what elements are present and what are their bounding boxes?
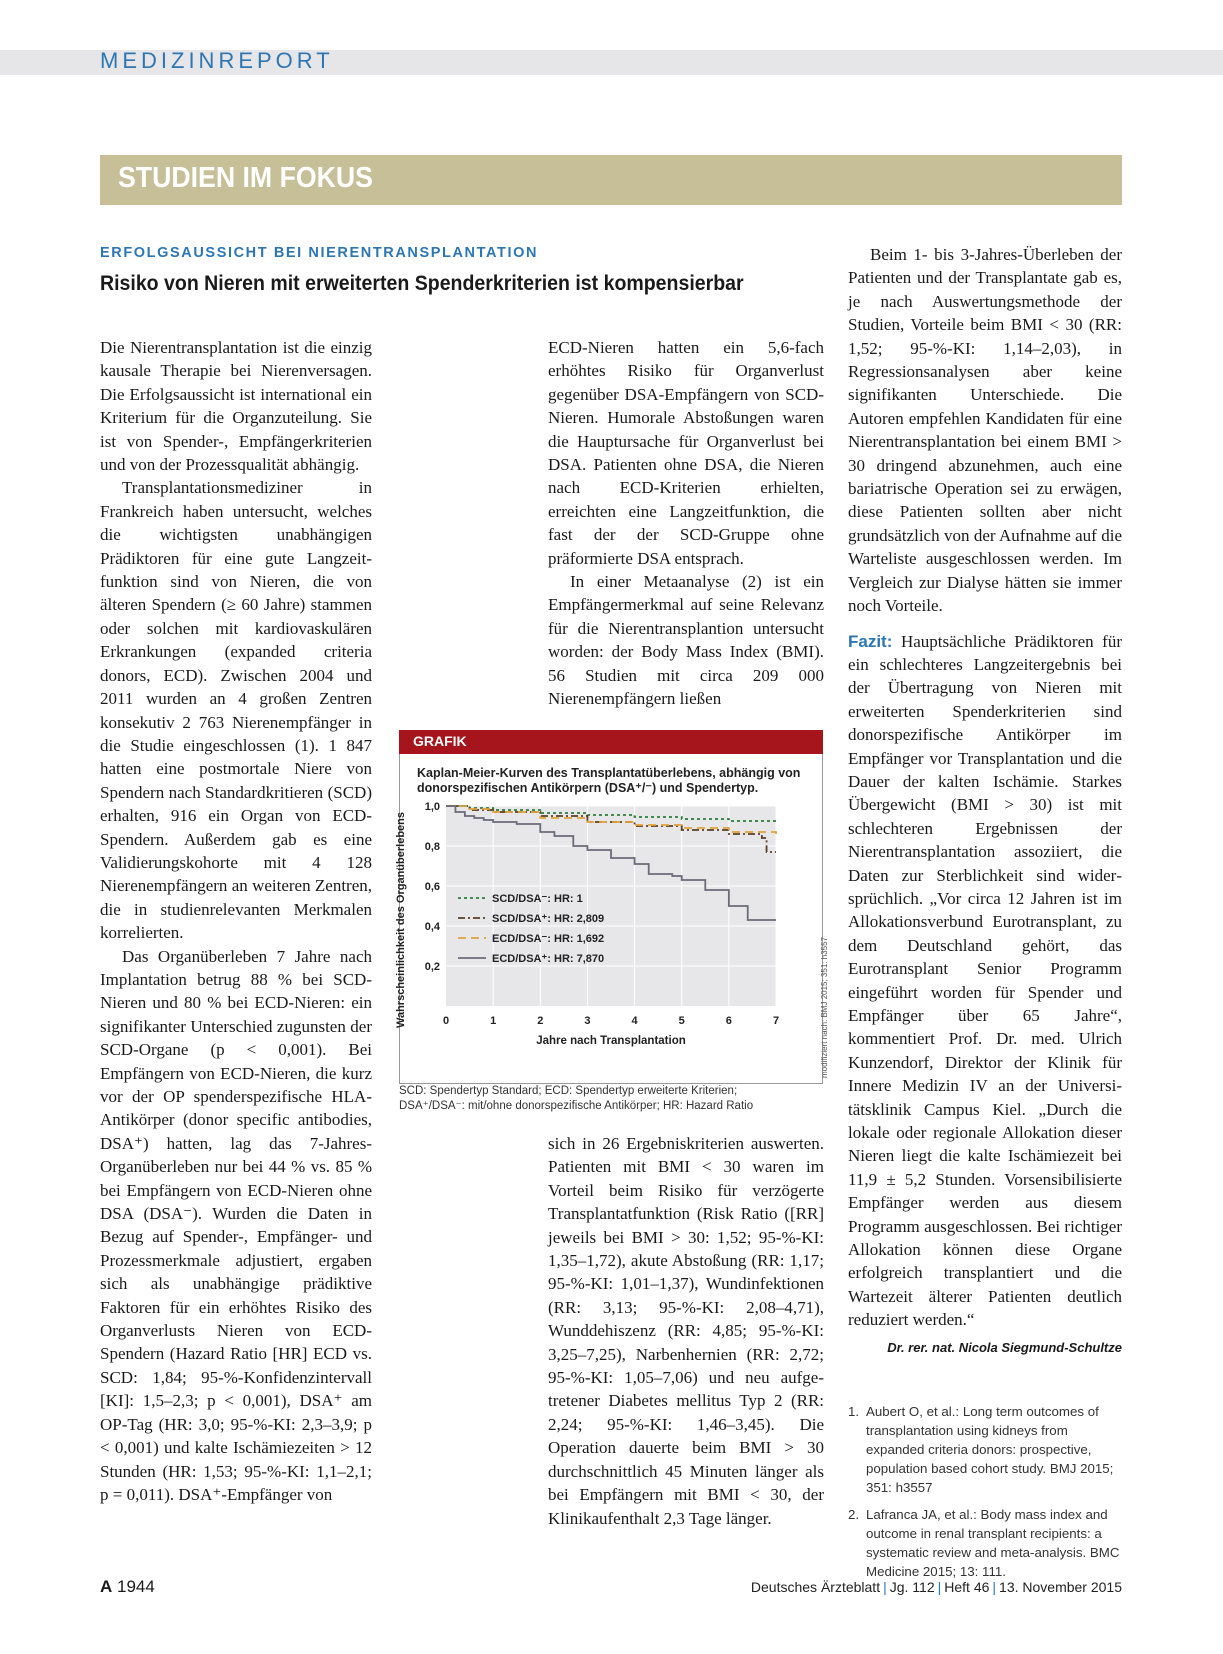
x-tick-label: 6 xyxy=(725,1015,732,1027)
journal-volume: Jg. 112 xyxy=(889,1579,935,1595)
reference-item xyxy=(848,1505,1128,1581)
legend-label-4: ECD/DSA⁺: HR: 7,870 xyxy=(492,953,605,965)
legend-label-2: SCD/DSA⁺: HR: 2,809 xyxy=(492,913,605,925)
references xyxy=(848,1402,1128,1589)
reference-number: 1. xyxy=(848,1404,860,1419)
figure-credit: modifiziert nach: BMJ 2015; 351: h3557 xyxy=(820,937,829,1078)
column-2-bottom xyxy=(548,1132,824,1530)
y-tick-label: 0,8 xyxy=(424,841,440,853)
kaplan-meier-chart xyxy=(395,792,823,1082)
y-axis-label: Wahrscheinlichkeit des Organüberlebens xyxy=(395,812,407,1028)
legend-label-3: ECD/DSA⁻: HR: 1,692 xyxy=(492,933,605,945)
figure-title: Kaplan-Meier-Kurven des Transplantatüberlebens, abhängig von donorspezifischen Antikörpern (DSA⁺/⁻) und Spendertyp. xyxy=(417,766,801,795)
x-tick-label: 2 xyxy=(537,1015,544,1027)
author: Dr. rer. nat. Nicola Siegmund-Schultze xyxy=(887,1339,1122,1355)
figure xyxy=(395,730,823,1090)
page-number-value: 1944 xyxy=(117,1577,155,1596)
fazit-label: Fazit: xyxy=(848,631,893,651)
y-tick-label: 0,4 xyxy=(424,921,440,933)
journal-info: Deutsches Ärzteblatt | Jg. 112 | Heft 46 | 13. November 2015 xyxy=(750,1579,1122,1595)
reference-text: Aubert O, et al.: Long term outcomes of transplantation using kidneys from expanded criteria donors: prospective, population based cohort study. BMJ 2015; 351: h3557 xyxy=(866,1404,1114,1495)
legend-label-1: SCD/DSA⁻: HR: 1 xyxy=(492,893,583,905)
paragraph: In einer Metaanalyse (2) ist ein Empfängermerkmal auf seine Relevanz für die Nierentransplantion untersucht worden: der Body Mass Index (BMI). 56 Studien mit circa 209 000 Nierenempfängern ließen xyxy=(548,572,824,709)
banner xyxy=(100,155,1122,205)
x-tick-label: 7 xyxy=(772,1015,780,1027)
y-tick-label: 0,2 xyxy=(424,961,440,973)
column-3 xyxy=(848,243,1122,1359)
reference-number: 2. xyxy=(848,1507,860,1522)
journal-name: Deutsches Ärzteblatt xyxy=(750,1579,881,1595)
fazit-text: Hauptsächliche Prädiktoren für ein schlechteres Langzeitergebnis bei der Übertragung von Nieren mit erweiterten Spenderkriterien sind donorspezifische Antikörper im Empfänger vor Transplantation und die Dauer der kalten Ischämie. Starkes Übergewicht (BMI > 30) ist mit schlechteren Ergebnissen der Nierentransplantation assoziiert, die Daten zur Sterblichkeit sind widersprüchlich. „Vor circa 12 Jahren ist im Allokationsverbund Eurotransplant, zu dem Deutschland gehört, das Eurotransplant Senior Programm eingeführt worden für Spender und Empfänger über 65 Jahre“, kommentiert Prof. Dr. med. Ulrich Kunzendorf, Direktor der Klinik für Innere Medizin IV an der Universitätsklinik Campus Kiel. „Durch die lokale oder regionale Allokation dieser Nieren liegt die kalte Ischämiezeit bei 11,9 ± 5,2 Stunden. Vorsensibilisierte Empfänger werden aus diesem Programm ausgeschlossen. Bei richtiger Allokation können diese Organe erfolgreich transplantiert und die Wartezeit älterer Patienten deutlich reduziert werden.“ xyxy=(848,631,1122,1330)
y-tick-label: 1,0 xyxy=(424,801,440,813)
figure-label: GRAFIK xyxy=(413,733,467,749)
column-1 xyxy=(100,336,372,1506)
journal-issue: Heft 46 xyxy=(944,1579,990,1595)
column-2-top xyxy=(548,336,824,711)
article-kicker: ERFOLGSAUSSICHT BEI NIERENTRANSPLANTATION xyxy=(100,245,539,261)
figure-caption xyxy=(399,1084,839,1114)
paragraph: sich in 26 Ergebniskriterien auswerten. Patienten mit BMI < 30 waren im Vorteil beim Risiko für verzögerte Transplantatfunktion (Risk Ratio ([RR] jeweils bei BMI > 30: 1,52; 95-%-KI: 1,35–1,72), akute Abstoßung (RR: 1,17; 95-%-KI: 1,01–1,37), Wundinfektionen (RR: 3,13; 95-%-KI: 2,08–4,71), Wunddehiszenz (RR: 4,85; 95-%-KI: 3,25–7,25), Narbenhernien (RR: 2,72; 95-%-KI: 1,05–7,06) und neu aufgetretener Diabetes mellitus Typ 2 (RR: 2,24; 95-%-KI: 1,46–3,45). Die Operation dauerte beim BMI > 30 durchschnittlich 45 Minuten länger als bei Empfängern mit BMI < 30, der Klinikaufenthalt 2,3 Tage länger. xyxy=(548,1134,824,1528)
x-tick-label: 1 xyxy=(490,1015,497,1027)
plot-background xyxy=(446,806,776,1006)
figure-header xyxy=(399,730,823,754)
x-tick-label: 3 xyxy=(584,1015,591,1027)
journal-date: 13. November 2015 xyxy=(999,1579,1122,1595)
x-axis-label: Jahre nach Transplantation xyxy=(536,1035,686,1047)
paragraph: Die Nierentransplantation ist die einzig kausale Therapie bei Nierenversagen. Die Erfolgsaussicht ist international ein Kriterium für die Organzuteilung. Sie ist von Spender-, Empfängerkriterien und von der Prozessqualität abhängig. xyxy=(100,338,372,475)
banner-title: STUDIEN IM FOKUS xyxy=(118,162,373,194)
paragraph: Beim 1- bis 3-Jahres-Überleben der Patienten und der Transplantate gab es, je nach Auswertungsmethode der Studien, Vorteile beim BMI < 30 (RR: 1,52; 95-%-KI: 1,14–2,03), in Regressionsanalysen aber keine signifikanten Unterschiede. Die Autoren empfehlen Kandidaten für eine Nierentransplantation bei einem BMI > 30 dringend abzunehmen, auch eine bariatrische Operation sei zu erwägen, diese Patienten sollten aber nicht grundsätzlich von der Aufnahme auf die Warteliste ausgeschlossen werden. Im Vergleich zur Dialyse hätten sie immer noch Vorteile. xyxy=(848,245,1122,616)
reference-text: Lafranca JA, et al.: Body mass index and outcome in renal transplant recipients: a systematic review and meta-analysis. BMC Medicine 2015; 13: 111. xyxy=(866,1507,1120,1579)
paragraph: ECD-Nieren hatten ein 5,6-fach erhöhtes Risiko für Organverlust gegenüber DSA-Empfängern von SCD-Nieren. Humorale Abstoßungen waren die Hauptursache für Organverlust bei DSA. Patienten ohne DSA, die Nieren nach ECD-Kriterien erhielten, erreichten eine Langzeitfunktion, die fast der der SCD-Gruppe ohne präformierte DSA entsprach. xyxy=(548,338,824,568)
reference-item xyxy=(848,1402,1128,1497)
article-headline: Risiko von Nieren mit erweiterten Spenderkriterien ist kompensierbar xyxy=(100,272,744,295)
x-tick-label: 5 xyxy=(678,1015,685,1027)
fazit-paragraph xyxy=(848,630,1122,1332)
y-tick-label: 0,6 xyxy=(424,881,440,893)
caption-line: DSA⁺/DSA⁻: mit/ohne donorspezifische Antikörper; HR: Hazard Ratio xyxy=(399,1100,754,1112)
caption-line: SCD: Spendertyp Standard; ECD: Spendertyp erweiterte Kriterien; xyxy=(399,1085,738,1097)
x-tick-label: 4 xyxy=(631,1015,638,1027)
section-label: MEDIZINREPORT xyxy=(100,48,334,73)
paragraph: Transplantationsmediziner in Frankreich haben untersucht, welches die wichtigsten unabhängigen Prädiktoren für eine gute Langzeitfunktion sind von Nieren, die von älteren Spendern (≥ 60 Jahre) stammen oder solchen mit kardiovaskulären Erkrankungen (expanded criteria donors, ECD). Zwischen 2004 und 2011 wurden an 4 großen Zentren konsekutiv 2 763 Nierenempfänger in die Studie eingeschlossen (1). 1 847 hatten eine postmortale Niere von Spendern nach Standardkritieren (SCD) erhalten, 916 ein Organ von ECD-Spendern. Außerdem gab es eine Validierungskohorte mit 4 128 Nierenempfängern an weiteren Zentren, die in studienrelevanten Merkmalen korrelierten. xyxy=(100,478,372,943)
x-tick-label: 0 xyxy=(442,1015,450,1027)
page-number xyxy=(100,1577,155,1597)
paragraph: Das Organüberleben 7 Jahre nach Implantation betrug 88 % bei SCD-Nieren und 80 % bei ECD-Nieren: ein signifikanter Unterschied zugunsten der SCD-Organe (p < 0,001). Bei Empfängern von ECD-Nieren, die kurz vor der OP spenderspezifische HLA-Antikörper (donor specific antibodies, DSA⁺) hatten, lag das 7-Jahres-Organüberleben nur bei 44 % vs. 85 % bei Empfängern von ECD-Nieren ohne DSA (DSA⁻). Wurden die Daten in Bezug auf Spender-, Empfänger- und Prozessmerkmale adjustiert, ergaben sich als unabhängige prädiktive Faktoren für ein erhöhtes Risiko des Organverlusts Nieren von ECD-Spendern (Hazard Ratio [HR] ECD vs. SCD: 1,84; 95-%-Konfidenzintervall [KI]: 1,5–2,3; p < 0,001), DSA⁺ am OP-Tag (HR: 3,0; 95-%-KI: 2,3–3,9; p < 0,001) und kalte Ischämiezeiten > 12 Stunden (HR: 1,53; 95-%-KI: 1,1–2,1; p = 0,011). DSA⁺-Empfänger von xyxy=(100,946,372,1504)
page-prefix: A xyxy=(100,1577,113,1596)
